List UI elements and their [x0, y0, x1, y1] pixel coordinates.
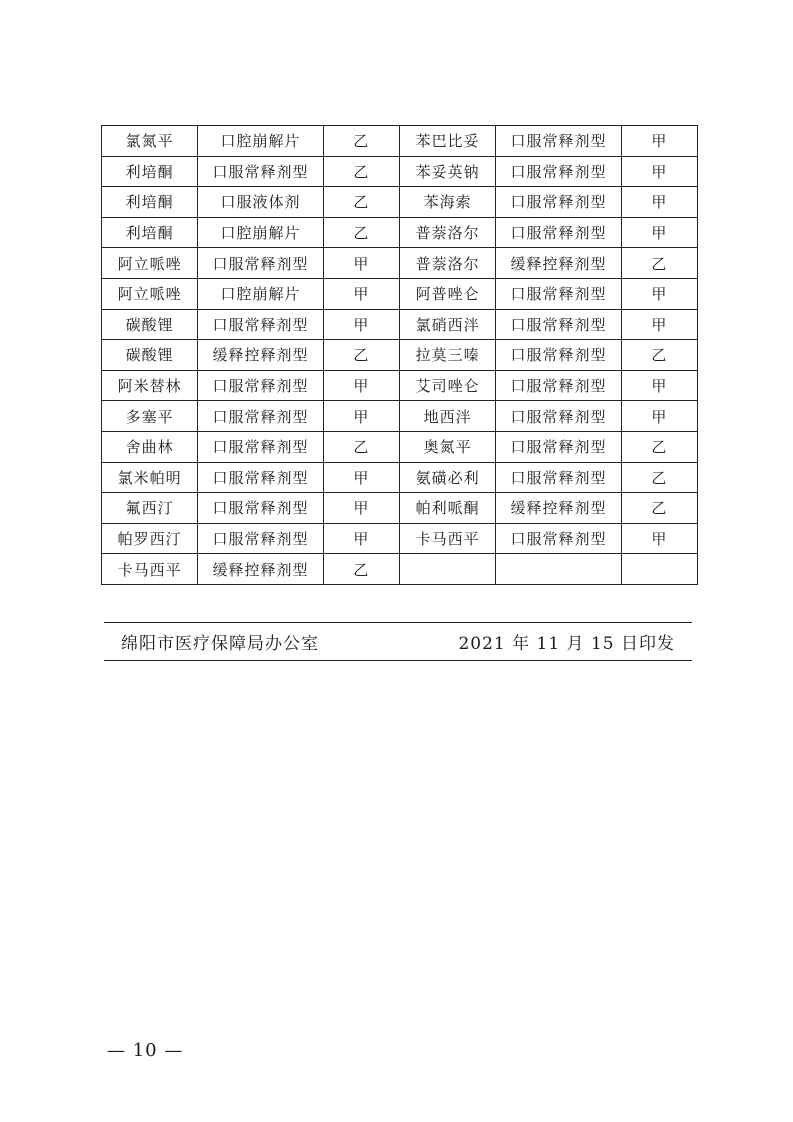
table-row: [102, 431, 698, 462]
dosage-form-cell: 口服常释剂型: [198, 431, 323, 462]
table-row: [102, 462, 698, 493]
drug-name-cell: 苯巴比妥: [399, 126, 495, 157]
dosage-form-cell: 口腔崩解片: [198, 278, 323, 309]
drug-name-cell: 碳酸锂: [102, 309, 198, 340]
drug-name-cell: 碳酸锂: [102, 340, 198, 371]
dosage-form-cell: 口服常释剂型: [198, 248, 323, 279]
drug-name-cell: 苯海索: [399, 187, 495, 218]
category-cell: 乙: [323, 431, 399, 462]
drug-name-cell: 阿米替林: [102, 370, 198, 401]
category-cell: 乙: [323, 126, 399, 157]
category-cell: 乙: [323, 156, 399, 187]
dosage-form-cell: 口服常释剂型: [496, 431, 621, 462]
drug-name-cell: 帕利哌酮: [399, 493, 495, 524]
dosage-form-cell: 口服常释剂型: [496, 401, 621, 432]
footer-top-rule: [104, 622, 692, 623]
dosage-form-cell: 缓释控释剂型: [496, 493, 621, 524]
dosage-form-cell: 口服常释剂型: [198, 370, 323, 401]
table-body: [102, 126, 698, 585]
category-cell: 甲: [323, 523, 399, 554]
category-cell: 甲: [323, 370, 399, 401]
category-cell: 甲: [323, 462, 399, 493]
dosage-form-cell: 缓释控释剂型: [496, 248, 621, 279]
table-row: [102, 278, 698, 309]
page-number: — 10 —: [107, 1040, 184, 1061]
drug-name-cell: 舍曲林: [102, 431, 198, 462]
category-cell: 甲: [323, 248, 399, 279]
category-cell: [621, 554, 697, 585]
category-cell: 乙: [323, 340, 399, 371]
drug-name-cell: 普萘洛尔: [399, 217, 495, 248]
category-cell: 甲: [621, 523, 697, 554]
drug-name-cell: 卡马西平: [102, 554, 198, 585]
drug-name-cell: 氟西汀: [102, 493, 198, 524]
dosage-form-cell: 口服常释剂型: [496, 523, 621, 554]
dosage-form-cell: 口服常释剂型: [198, 462, 323, 493]
drug-name-cell: 苯妥英钠: [399, 156, 495, 187]
category-cell: 乙: [621, 340, 697, 371]
dosage-form-cell: 口服常释剂型: [198, 156, 323, 187]
dosage-form-cell: 缓释控释剂型: [198, 340, 323, 371]
dosage-form-cell: 口服常释剂型: [198, 523, 323, 554]
category-cell: 乙: [323, 217, 399, 248]
drug-name-cell: 利培酮: [102, 156, 198, 187]
drug-name-cell: 阿立哌唑: [102, 248, 198, 279]
category-cell: 甲: [323, 401, 399, 432]
dosage-form-cell: 口服常释剂型: [496, 340, 621, 371]
category-cell: 甲: [323, 278, 399, 309]
category-cell: 甲: [621, 126, 697, 157]
table-row: [102, 370, 698, 401]
table-row: [102, 248, 698, 279]
issue-date: 2021 年 11 月 15 日印发: [458, 634, 675, 654]
dosage-form-cell: 口服常释剂型: [198, 493, 323, 524]
category-cell: 甲: [621, 309, 697, 340]
table-row: [102, 217, 698, 248]
dosage-form-cell: 口服液体剂: [198, 187, 323, 218]
drug-name-cell: 利培酮: [102, 217, 198, 248]
drug-name-cell: 多塞平: [102, 401, 198, 432]
dosage-form-cell: 口服常释剂型: [496, 126, 621, 157]
drug-name-cell: 帕罗西汀: [102, 523, 198, 554]
category-cell: 乙: [621, 431, 697, 462]
dosage-form-cell: 口服常释剂型: [496, 217, 621, 248]
drug-name-cell: 普萘洛尔: [399, 248, 495, 279]
table-row: [102, 493, 698, 524]
dosage-form-cell: 口服常释剂型: [496, 309, 621, 340]
issuer-name: 绵阳市医疗保障局办公室: [121, 634, 319, 654]
dosage-form-cell: 口服常释剂型: [198, 309, 323, 340]
drug-name-cell: [399, 554, 495, 585]
category-cell: 甲: [621, 370, 697, 401]
category-cell: 甲: [621, 217, 697, 248]
dosage-form-cell: 口服常释剂型: [496, 370, 621, 401]
drug-name-cell: 拉莫三嗪: [399, 340, 495, 371]
dosage-form-cell: 口服常释剂型: [496, 187, 621, 218]
category-cell: 甲: [323, 309, 399, 340]
drug-name-cell: 艾司唑仑: [399, 370, 495, 401]
drug-name-cell: 阿普唑仑: [399, 278, 495, 309]
dosage-form-cell: 口服常释剂型: [496, 462, 621, 493]
dosage-form-cell: [496, 554, 621, 585]
dosage-form-cell: 口服常释剂型: [496, 156, 621, 187]
table-row: [102, 126, 698, 157]
category-cell: 乙: [621, 462, 697, 493]
table-row: [102, 156, 698, 187]
category-cell: 乙: [323, 187, 399, 218]
dosage-form-cell: 口腔崩解片: [198, 217, 323, 248]
drug-name-cell: 阿立哌唑: [102, 278, 198, 309]
category-cell: 甲: [621, 156, 697, 187]
dosage-form-cell: 口腔崩解片: [198, 126, 323, 157]
category-cell: 甲: [621, 401, 697, 432]
drug-name-cell: 氨磺必利: [399, 462, 495, 493]
drug-name-cell: 奥氮平: [399, 431, 495, 462]
category-cell: 甲: [323, 493, 399, 524]
drug-catalog-table: [101, 125, 698, 585]
drug-name-cell: 卡马西平: [399, 523, 495, 554]
dosage-form-cell: 口服常释剂型: [198, 401, 323, 432]
category-cell: 乙: [323, 554, 399, 585]
table-row: [102, 554, 698, 585]
drug-name-cell: 氯硝西泮: [399, 309, 495, 340]
drug-name-cell: 氯氮平: [102, 126, 198, 157]
table-row: [102, 523, 698, 554]
drug-name-cell: 氯米帕明: [102, 462, 198, 493]
table-row: [102, 401, 698, 432]
table-row: [102, 340, 698, 371]
drug-name-cell: 地西泮: [399, 401, 495, 432]
category-cell: 乙: [621, 248, 697, 279]
category-cell: 甲: [621, 278, 697, 309]
table-row: [102, 309, 698, 340]
dosage-form-cell: 口服常释剂型: [496, 278, 621, 309]
category-cell: 甲: [621, 187, 697, 218]
table-row: [102, 187, 698, 218]
dosage-form-cell: 缓释控释剂型: [198, 554, 323, 585]
category-cell: 乙: [621, 493, 697, 524]
footer-bottom-rule: [104, 660, 692, 661]
drug-name-cell: 利培酮: [102, 187, 198, 218]
